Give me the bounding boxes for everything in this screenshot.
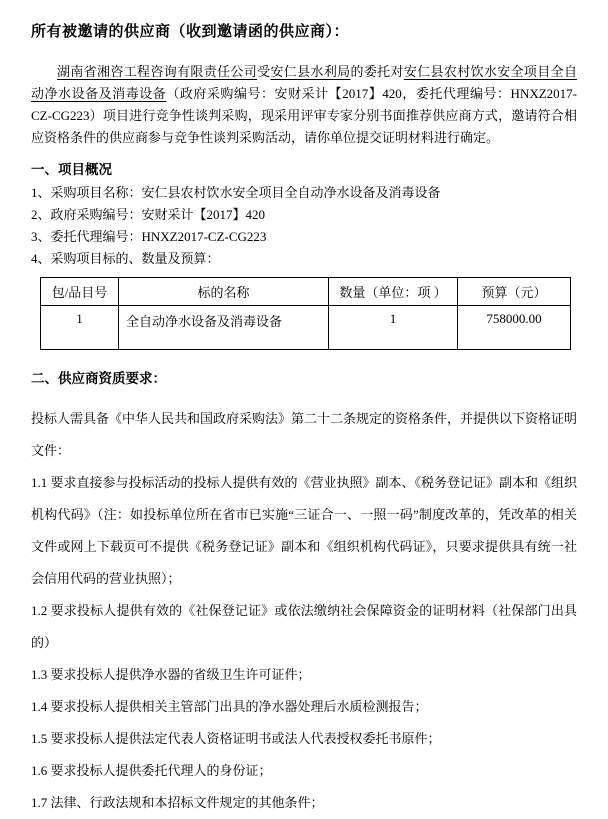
header-quantity: 数量（单位：项 ） (329, 278, 458, 306)
requirement-1-3: 1.3 要求投标人提供净水器的省级卫生许可证件； (31, 667, 311, 682)
intro-paragraph (31, 61, 577, 149)
cell-budget: 758000.00 (458, 306, 571, 350)
qualification-intro: 投标人需具备《中华人民共和国政府采购法》第二十二条规定的资格条件，并提供以下资格证明文件： (31, 411, 578, 458)
cell-subject-name: 全自动净水设备及消毒设备 (119, 306, 329, 350)
requirement-1-4: 1.4 要求投标人提供相关主管部门出具的净水器处理后水质检测报告； (31, 699, 428, 714)
cell-quantity: 1 (329, 306, 458, 350)
header-budget: 预算（元） (458, 278, 571, 306)
intro-text-segment: 受 (257, 64, 271, 79)
intro-purchaser-name: 安仁县水利局 (270, 64, 351, 79)
page-title: 所有被邀请的供应商（收到邀请函的供应商）： (31, 23, 350, 40)
header-subject-name: 标的名称 (119, 278, 329, 306)
requirement-1-2: 1.2 要求投标人提供有效的《社保登记证》或依法缴纳社会保障资金的证明材料（社保部门出具的） (31, 603, 577, 650)
lot-budget-item: 4、采购项目标的、数量及预算： (31, 251, 220, 266)
cell-lot-number: 1 (41, 306, 119, 350)
intro-project-name: 安仁县农村饮水安全项目全自动净水设备及消毒设备 (31, 64, 577, 101)
lot-table (40, 277, 571, 350)
section1-heading: 一、项目概况 (31, 162, 112, 177)
intro-text-segment: （政府采购编号：安财采计【2017】420，委托代理编号：HNXZ2017-CZ-CG223）项目进行竞争性谈判采购，现采用评审专家分别书面推荐供应商方式，邀请符合相应资格条件的供应商参与竞争性谈判采购活动，请你单位提交证明材料进行确定。 (31, 86, 577, 145)
gov-procurement-no-item: 2、政府采购编号：安财采计【2017】420 (31, 207, 266, 222)
intro-text-segment: 的委托对 (350, 64, 404, 79)
section2-heading: 二、供应商资质要求： (31, 371, 166, 386)
header-lot-number: 包/品目号 (41, 278, 119, 306)
table-header-row (41, 278, 571, 306)
intro-agency-name: 湖南省湘咨工程咨询有限责任公司 (57, 64, 258, 79)
agency-no-item: 3、委托代理编号：HNXZ2017-CZ-CG223 (31, 229, 267, 244)
requirement-1-6: 1.6 要求投标人提供委托代理人的身份证； (31, 763, 272, 778)
requirement-1-5: 1.5 要求投标人提供法定代表人资格证明书或法人代表授权委托书原件； (31, 731, 441, 746)
table-row (41, 306, 571, 350)
requirement-1-1: 1.1 要求直接参与投标活动的投标人提供有效的《营业执照》副本、《税务登记证》副本和《组织机构代码》（注：如投标单位所在省市已实施“三证合一、一照一码”制度改革的，凭改革的相关文件或网上下载页可不提供《税务登记证》副本和《组织机构代码证》，只要求提供具有统一社会信用代码的营业执照）； (31, 475, 578, 586)
project-name-item: 1、采购项目名称：安仁县农村饮水安全项目全自动净水设备及消毒设备 (31, 185, 441, 200)
requirement-1-7: 1.7 法律、行政法规和本招标文件规定的其他条件； (31, 795, 324, 810)
